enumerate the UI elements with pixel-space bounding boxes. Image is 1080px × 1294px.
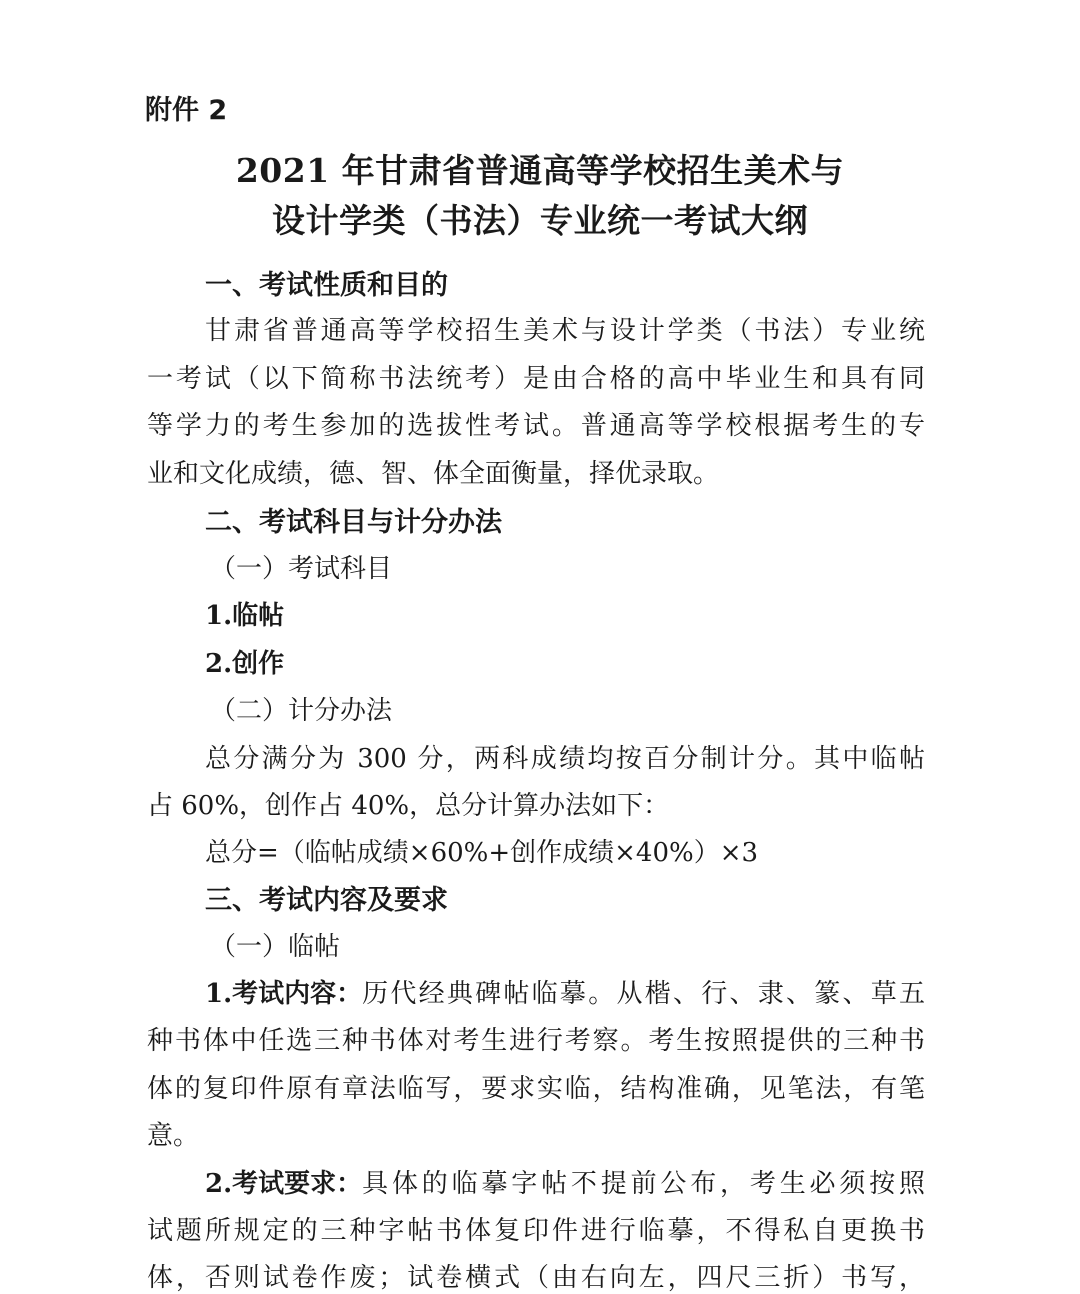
paragraph-line: 体，否则试卷作废；试卷横式（由右向左，四尺三折）书写，: [147, 1263, 925, 1293]
paragraph-line: 业和文化成绩，德、智、体全面衡量，择优录取。: [147, 459, 720, 489]
paragraph-line: 甘肃省普通高等学校招生美术与设计学类（书法）专业统: [205, 316, 925, 346]
paragraph-line: 试题所规定的三种字帖书体复印件进行临摹，不得私自更换书: [147, 1216, 925, 1246]
section-3-heading: 三、考试内容及要求: [205, 885, 448, 916]
list-item: 1.临帖: [205, 601, 285, 631]
paragraph-line: 等学力的考生参加的选拔性考试。普通高等学校根据考生的专: [147, 411, 925, 441]
paragraph-text: 具体的临摹字帖不提前公布，考生必须按照: [362, 1169, 925, 1199]
attachment-label: 附件 2: [145, 95, 228, 126]
paragraph-line: 体的复印件原有章法临写，要求实临，结构准确，见笔法，有笔: [147, 1074, 925, 1104]
subsection-heading: （一）考试科目: [210, 554, 393, 584]
paragraph-line: 意。: [147, 1121, 200, 1151]
list-item: 2.创作: [205, 649, 285, 679]
paragraph-text: 历代经典碑帖临摹。从楷、行、隶、篆、草五: [362, 979, 925, 1009]
document-title-line-2: 设计学类（书法）专业统一考试大纲: [272, 201, 808, 240]
paragraph-line: [205, 973, 925, 1010]
paragraph-line: 占 60%，创作占 40%，总分计算办法如下：: [147, 791, 670, 821]
section-1-heading: 一、考试性质和目的: [205, 270, 448, 301]
paragraph-line: 总分满分为 300 分，两科成绩均按百分制计分。其中临帖: [205, 744, 925, 774]
score-formula: 总分=（临帖成绩×60%+创作成绩×40%）×3: [205, 838, 759, 868]
subsection-heading: （一）临帖: [210, 932, 341, 962]
document-title-line-1: 2021 年甘肃省普通高等学校招生美术与: [235, 151, 845, 190]
paragraph-line: 一考试（以下简称书法统考）是由合格的高中毕业生和具有同: [147, 364, 925, 394]
subsection-heading: （二）计分办法: [210, 696, 393, 726]
paragraph-line: [205, 1163, 925, 1200]
paragraph-label: 1.考试内容：: [205, 979, 363, 1009]
section-2-heading: 二、考试科目与计分办法: [205, 507, 502, 538]
paragraph-label: 2.考试要求：: [205, 1169, 363, 1199]
paragraph-line: 种书体中任选三种书体对考生进行考察。考生按照提供的三种书: [147, 1026, 925, 1056]
